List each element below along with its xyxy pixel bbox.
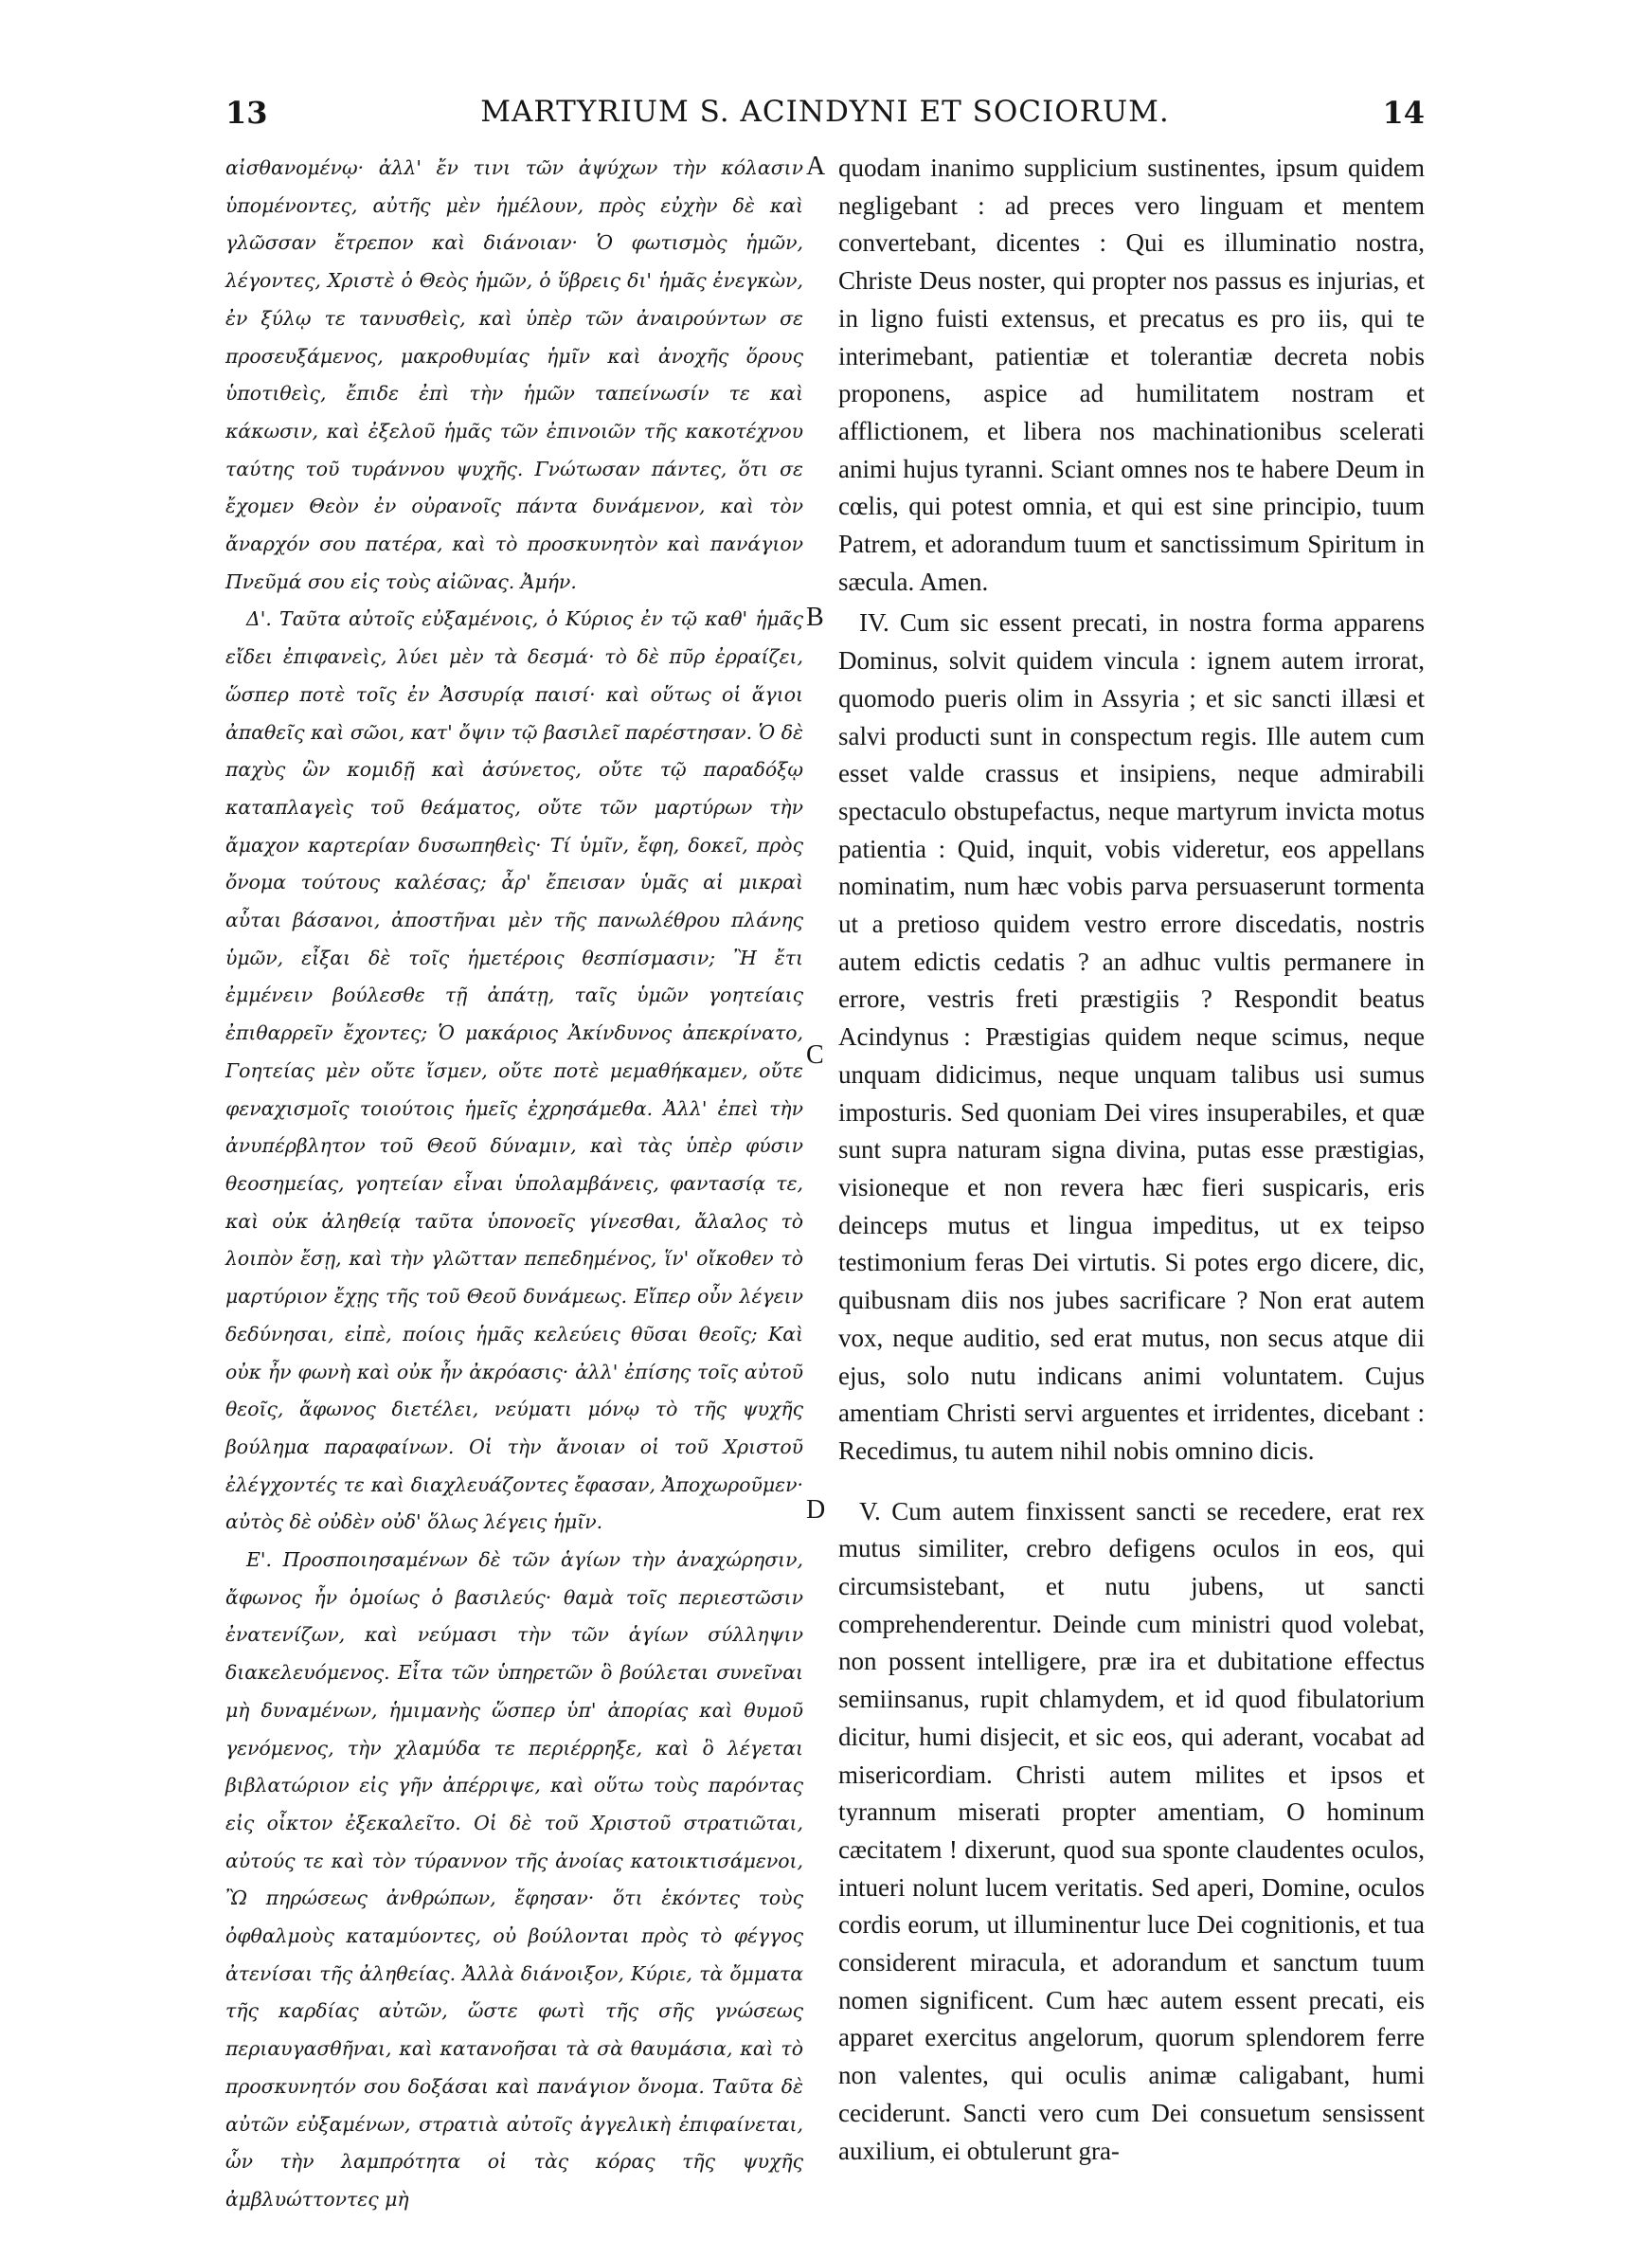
margin-marker-b: B bbox=[806, 603, 824, 632]
page-number-right: 14 bbox=[1382, 95, 1425, 131]
margin-marker-c: C bbox=[806, 1040, 824, 1070]
page-header bbox=[225, 95, 1425, 142]
margin-marker-a: A bbox=[806, 152, 826, 181]
running-title: MARTYRIUM S. ACINDYNI ET SOCIORUM. bbox=[480, 95, 1170, 129]
greek-paragraph-2: Δ'. Ταῦτα αὐτοῖς εὐξαμένοις, ὁ Κύριος ἐν τῷ καθ' ἡμᾶς εἴδει ἐπιφανεὶς, λύει μὲν τὰ δεσμά· τὸ δὲ πῦρ ἐρραίζει, ὥσπερ ποτὲ τοῖς ἐν Ἀσσυρίᾳ παισί· καὶ οὕτως οἱ ἅγιοι ἀπαθεῖς καὶ σῶοι, κατ' ὄψιν τῷ βασιλεῖ παρέστησαν. Ὁ δὲ παχὺς ὢν κομιδῇ καὶ ἀσύνετος, οὔτε τῷ παραδόξῳ καταπλαγεὶς τοῦ θεάματος, οὔτε τῶν μαρτύρων τὴν ἄμαχον καρτερίαν δυσωπηθεὶς· Τί ὑμῖν, ἔφη, δοκεῖ, πρὸς ὄνομα τούτους καλέσας; ἆρ' ἔπεισαν ὑμᾶς αἱ μικραὶ αὗται βάσανοι, ἀποστῆναι μὲν τῆς πανωλέθρου πλάνης ὑμῶν, εἶξαι δὲ τοῖς ἡμετέροις θεσπίσμασιν; Ἢ ἔτι ἐμμένειν βούλεσθε τῇ ἀπάτῃ, ταῖς ὑμῶν γοητείαις ἐπιθαρρεῖν ἔχοντες; Ὁ μακάριος Ἀκίνδυνος ἀπεκρίνατο, Γοητείας μὲν οὔτε ἴσμεν, οὔτε ποτὲ μεμαθήκαμεν, οὔτε φεναχισμοῖς τοιούτοις ἡμεῖς ἐχρησάμεθα. Ἀλλ' ἐπεὶ τὴν ἀνυπέρβλητον τοῦ Θεοῦ δύναμιν, καὶ τὰς ὑπὲρ φύσιν θεοσημείας, γοητείαν εἶναι ὑπολαμβάνεις, φαντασίᾳ τε, καὶ οὐκ ἀληθείᾳ ταῦτα ὑπονοεῖς γίνεσθαι, ἄλαλος τὸ λοιπὸν ἔσῃ, καὶ τὴν γλῶτταν πεπεδημένος, ἵν' οἴκοθεν τὸ μαρτύριον ἔχῃς τῆς τοῦ Θεοῦ δυνάμεως. Εἴπερ οὖν λέγειν δεδύνησαι, εἰπὲ, ποίοις ἡμᾶς κελεύεις θῦσαι θεοῖς; Καὶ οὐκ ἦν φωνὴ καὶ οὐκ ἦν ἀκρόασις· ἀλλ' ἐπίσης τοῖς αὐτοῦ θεοῖς, ἄφωνος διετέλει, νεύματι μόνῳ τὸ τῆς ψυχῆς βούλημα παραφαίνων. Οἱ τὴν ἄνοιαν οἱ τοῦ Χριστοῦ ἐλέγχοντές τε καὶ διαχλευάζοντες ἔφασαν, Ἀποχωροῦμεν· αὐτὸς δὲ οὐδὲν οὐδ' ὅλως λέγεις ἡμῖν. bbox=[225, 607, 803, 1534]
page-number-left: 13 bbox=[225, 95, 268, 131]
latin-paragraph-2: IV. Cum sic essent precati, in nostra forma apparens Dominus, solvit quidem vincula : ignem autem irrorat, quomodo pueris olim in Assyria ; et sic sancti illæsi et salvi producti sunt in conspectum regis. Ille autem cum esset valde crassus et insipiens, neque admirabili spectaculo obstupefactus, neque martyrum invicta motus patientia : Quid, inquit, vobis videretur, eos appellans nominatim, num hæc vobis parva persuaserunt tormenta ut a pretioso quidem vestro errore discedatis, nostris autem edictis cedatis ? an adhuc vultis permanere in errore, vestris freti præstigiis ? Respondit beatus Acindynus : Præstigias quidem neque scimus, neque unquam didicimus, neque unquam talibus usi sumus imposturis. Sed quoniam Dei vires insuperabiles, et quæ sunt supra naturam signa divina, putas esse præstigias, visioneque et non revera hæc fieri suspicaris, eris deinceps mutus et lingua impeditus, ut ex teipso testimonium feras Dei virtutis. Si potes ergo dicere, dic, quibusnam diis nos jubes sacrificare ? Non erat autem vox, neque auditio, sed erat mutus, non secus atque dii ejus, solo nutu indicans animi voluntatem. Cujus amentiam Christi servi arguentes et irridentes, dicebant : Recedimus, tu autem nihil nobis omnino dicis. bbox=[838, 608, 1425, 1465]
latin-paragraph-1: quodam inanimo supplicium sustinentes, ipsum quidem negligebant : ad preces vero linguam et mentem convertebant, dicentes : Qui es illuminatio nostra, Christe Deus noster, qui propter nos passus es injurias, et in ligno fuisti extensus, et precatus es pro iis, qui te interimebant, patientiæ et tolerantiæ decreta nobis proponens, aspice ad humilitatem nostram et afflictionem, et libera nos machinationibus scelerati animi hujus tyranni. Sciant omnes nos te habere Deum in cœlis, qui potest omnia, et qui est sine principio, tuum Patrem, et adorandum tuum et sanctissimum Spiritum in sæcula. Amen. bbox=[838, 153, 1425, 596]
margin-marker-d: D bbox=[806, 1495, 826, 1525]
latin-paragraph-3: V. Cum autem finxissent sancti se recedere, erat rex mutus similiter, crebro defigens oculos in eos, qui circumsistebant, et nutu jubens, ut sancti comprehenderentur. Deinde cum ministri quod volebat, non possent intelligere, præ ira et dubitatione effectus semiinsanus, rupit chlamydem, et id quod fibulatorium dicitur, humi disjecit, et sic eos, qui aderant, vocabat ad misericordiam. Christi autem milites et ipsos et tyrannum miserati propter amentiam, O hominum cæcitatem ! dixerunt, quod sua sponte claudentes oculos, intueri nolunt lucem veritatis. Sed aperi, Domine, oculos cordis eorum, ut illuminentur luce Dei cognitionis, et tua considerent miracula, et adorandum et sanctum tuum nomen significent. Cum hæc autem essent precati, eis apparet exercitus angelorum, quorum splendorem ferre non valentes, qui oculis animæ caligabant, humi ceciderunt. Sancti vero cum Dei consuetum sensissent auxilium, ei obtulerunt gra- bbox=[838, 1496, 1425, 2165]
greek-paragraph-1: αἰσθανομένῳ· ἀλλ' ἔν τινι τῶν ἀψύχων τὴν κόλασιν ὑπομένοντες, αὐτῆς μὲν ἠμέλουν, πρὸς εὐχὴν δὲ καὶ γλῶσσαν ἔτρεπον καὶ διάνοιαν· Ὁ φωτισμὸς ἡμῶν, λέγοντες, Χριστὲ ὁ Θεὸς ἡμῶν, ὁ ὕβρεις δι' ἡμᾶς ἐνεγκὼν, ἐν ξύλῳ τε τανυσθεὶς, καὶ ὑπὲρ τῶν ἀναιρούντων σε προσευξάμενος, μακροθυμίας ἡμῖν καὶ ἀνοχῆς ὅρους ὑποτιθεὶς, ἔπιδε ἐπὶ τὴν ἡμῶν ταπείνωσίν τε καὶ κάκωσιν, καὶ ἐξελοῦ ἡμᾶς τῶν ἐπινοιῶν τῆς κακοτέχνου ταύτης τοῦ τυράννου ψυχῆς. Γνώτωσαν πάντες, ὅτι σε ἔχομεν Θεὸν ἐν οὐρανοῖς πάντα δυνάμενον, καὶ τὸν ἄναρχόν σου πατέρα, καὶ τὸ προσκυνητὸν καὶ πανάγιον Πνεῦμά σου εἰς τοὺς αἰῶνας. Ἀμήν. bbox=[225, 156, 803, 593]
latin-column bbox=[838, 150, 1425, 2170]
greek-column bbox=[225, 150, 803, 2219]
greek-paragraph-3: Ε'. Προσποιησαμένων δὲ τῶν ἁγίων τὴν ἀναχώρησιν, ἄφωνος ἦν ὁμοίως ὁ βασιλεύς· θαμὰ τοῖς περιεστῶσιν ἐνατενίζων, καὶ νεύμασι τὴν τῶν ἁγίων σύλληψιν διακελευόμενος. Εἶτα τῶν ὑπηρετῶν ὃ βούλεται συνεῖναι μὴ δυναμένων, ἡμιμανὴς ὥσπερ ὑπ' ἀπορίας καὶ θυμοῦ γενόμενος, τὴν χλαμύδα τε περιέρρηξε, καὶ ὃ λέγεται βιβλατώριον εἰς γῆν ἀπέρριψε, καὶ οὕτω τοὺς παρόντας εἰς οἶκτον ἐξεκαλεῖτο. Οἱ δὲ τοῦ Χριστοῦ στρατιῶται, αὐτούς τε καὶ τὸν τύραννον τῆς ἀνοίας κατοικτισάμενοι, Ὢ πηρώσεως ἀνθρώπων, ἔφησαν· ὅτι ἑκόντες τοὺς ὀφθαλμοὺς καταμύοντες, οὐ βούλονται πρὸς τὸ φέγγος ἀτενίσαι τῆς ἀληθείας. Ἀλλὰ διάνοιξον, Κύριε, τὰ ὄμματα τῆς καρδίας αὐτῶν, ὥστε φωτὶ τῆς σῆς γνώσεως περιαυγασθῆναι, καὶ κατανοῆσαι τὰ σὰ θαυμάσια, καὶ τὸ προσκυνητόν σου δοξάσαι καὶ πανάγιον ὄνομα. Ταῦτα δὲ αὐτῶν εὐξαμένων, στρατιὰ αὐτοῖς ἀγγελικὴ ἐπιφαίνεται, ὧν τὴν λαμπρότητα οἱ τὰς κόρας τῆς ψυχῆς ἀμβλυώττοντες μὴ bbox=[225, 1548, 803, 2211]
